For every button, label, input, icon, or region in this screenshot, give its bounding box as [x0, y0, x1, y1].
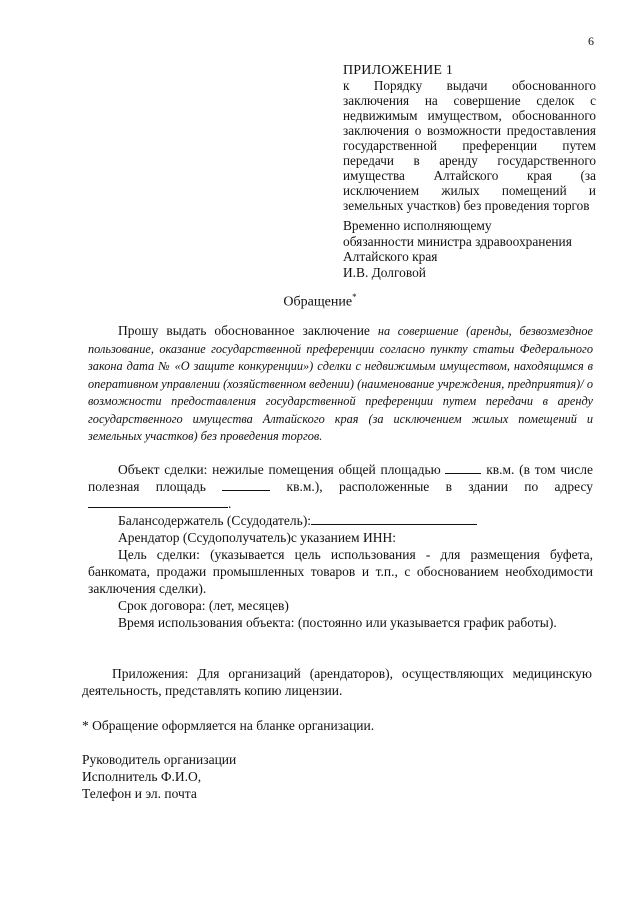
area-blank	[445, 462, 481, 474]
signature-contacts: Телефон и эл. почта	[82, 786, 197, 801]
addressee-line: Временно исполняющему	[343, 218, 492, 233]
attachments-paragraph: Приложения: Для организаций (арендаторов), осуществляющих медицинскую деятельность, представлять копию лицензии.	[82, 666, 592, 698]
tenant-line: Арендатор (Ссудополучатель)с указанием ИНН:	[118, 530, 396, 545]
signature-head: Руководитель организации	[82, 752, 237, 767]
addressee-block	[343, 218, 613, 280]
term-line: Срок договора: (лет, месяцев)	[118, 598, 289, 613]
purpose-paragraph: Цель сделки: (указывается цель использования - для размещения буфета, банкомата, продажи промышленных товаров и т.п., с обоснованием необходимости заключения сделки).	[88, 547, 593, 596]
usage-time-paragraph: Время использования объекта: (постоянно или указывается график работы).	[118, 615, 557, 630]
object-paragraph	[88, 461, 593, 512]
holder-line	[88, 512, 593, 529]
appendix-title: ПРИЛОЖЕНИЕ 1	[343, 63, 454, 78]
addressee-name: И.В. Долговой	[343, 264, 426, 280]
request-details: на совершение (аренды, безвозмездное пользование, оказание государственной преференции согласно пункту статьи Федерального закона дата № «О защите конкуренции») сделки с недвижимым имуществом, находящимся в оперативном управлении (хозяйственном ведении) (наименование учреждения, предприятия)/ о возможности предоставления государственной преференции путем передачи в аренду государственного имущества Алтайского края (за исключением жилых помещений и земельных участков) без проведения торгов.	[88, 324, 594, 443]
holder-label: Балансодержатель (Ссудодатель):	[118, 513, 312, 528]
useful-area-blank	[222, 479, 270, 491]
page-number: 6	[588, 34, 594, 48]
addressee-line: Алтайского края	[343, 249, 438, 264]
object-text-2: кв.м. (в том числе полезная площадь	[88, 462, 594, 494]
footnote: * Обращение оформляется на бланке организации.	[82, 718, 375, 733]
object-text-4: .	[228, 496, 232, 511]
request-paragraph	[88, 322, 593, 445]
heading-title: Обращение	[283, 294, 353, 310]
footnote-mark: *	[352, 292, 357, 302]
document-heading	[0, 292, 640, 311]
holder-blank	[311, 513, 477, 525]
appendix-text: к Порядку выдачи обоснованного заключения на совершение сделок с недвижимым имуществом, обоснованного заключения о возможности предоставления государственной преференции путем передачи в аренду государственного имущества Алтайского края (за исключением жилых помещений и земельных участков) без проведения торгов	[343, 78, 596, 213]
signature-executor: Исполнитель Ф.И.О,	[82, 769, 202, 784]
address-blank	[88, 496, 228, 508]
object-text-1: Объект сделки: нежилые помещения общей площадью	[118, 462, 441, 477]
addressee-line: обязанности министра здравоохранения	[343, 233, 572, 249]
appendix-block	[343, 63, 596, 213]
object-text-3: кв.м.), расположенные в здании по адресу	[286, 479, 594, 494]
request-lead: Прошу выдать обоснованное заключение	[118, 323, 370, 338]
